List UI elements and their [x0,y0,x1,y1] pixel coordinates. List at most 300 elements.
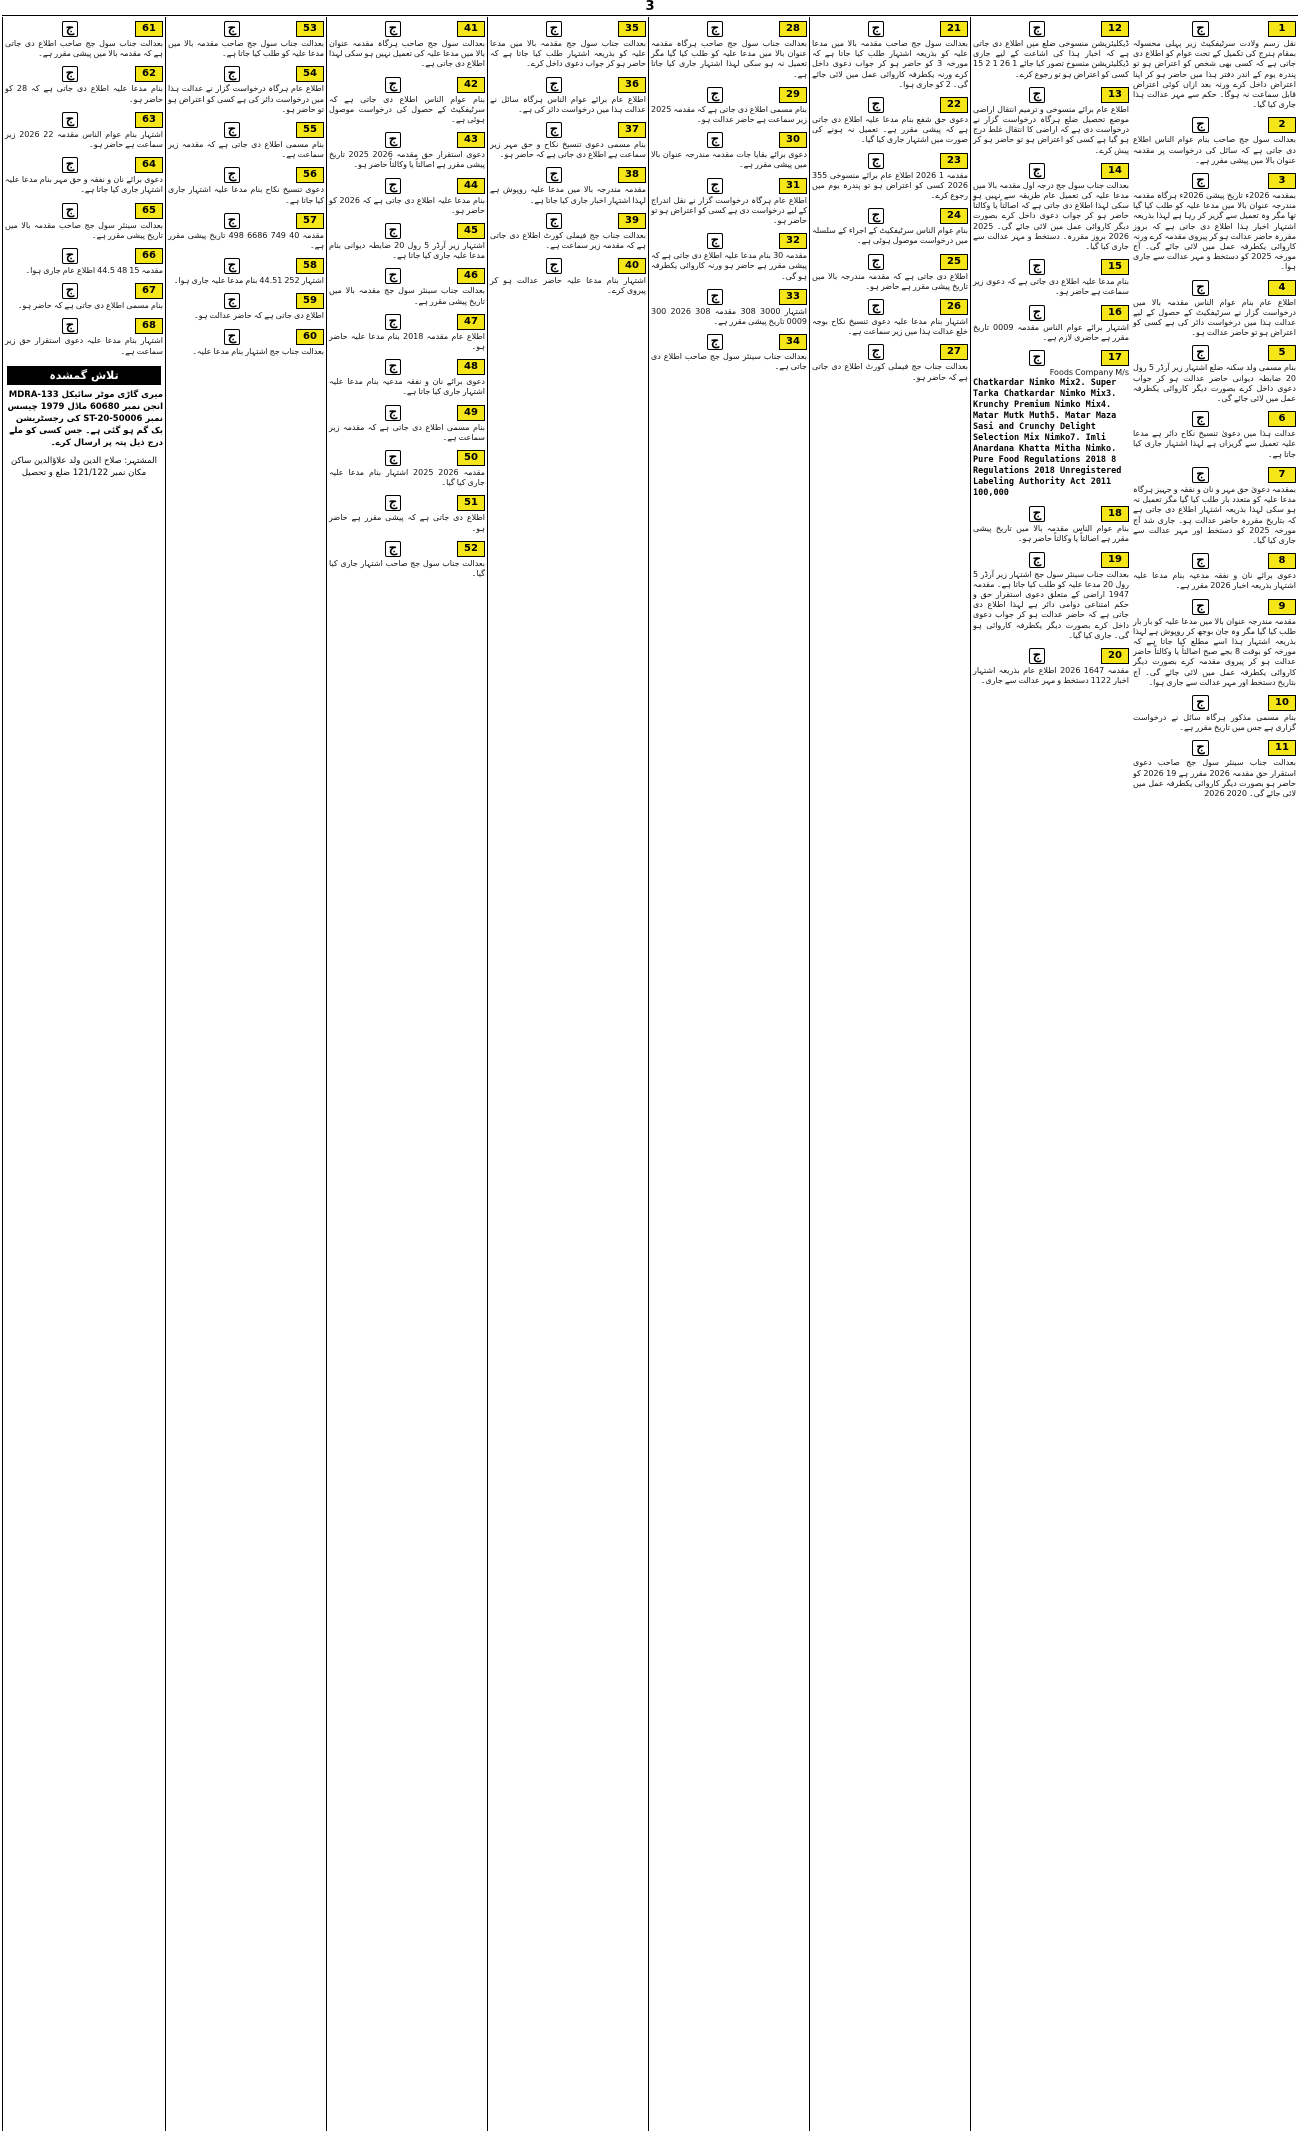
notice-marker: ج [224,293,240,309]
notice-text: اشتہار بنام عوام الناس مقدمہ 22 2026 زیر سماعت ہے حاضر ہو۔ [5,129,164,150]
notice [973,346,1129,502]
notice-marker: ج [62,283,78,299]
notice-text: بعدالت جناب سینئر سول جج صاحب اطلاع دی جاتی ہے۔ [651,352,807,372]
notice-marker: ج [868,299,884,315]
notice [973,159,1129,255]
notice-header [1133,280,1296,296]
top-rule [2,15,1298,16]
notice-number-badge: 30 [779,132,807,148]
notice-marker: ج [1192,740,1208,756]
notice-header [329,314,485,330]
notice [5,153,163,198]
notice [329,401,485,446]
notice [973,301,1129,346]
notice [329,355,485,400]
notice-header [1133,467,1296,483]
notice-text: دعوی برائے نان و نفقہ مدعیہ بنام مدعا علیہ اشتہار بذریعہ اخبار 2026 مقرر ہے۔ [1133,571,1296,591]
notice-number-badge: 56 [296,167,324,183]
notice-number-badge: 36 [618,77,646,93]
notice-header [1133,599,1296,615]
notice-text: بنام مسمی اطلاع دی جاتی ہے کہ مقدمہ 2025 زیر سماعت ہے حاضر عدالت ہو۔ [651,104,807,125]
notice [973,502,1129,547]
notice [329,446,485,491]
lost-notice-body: میری گاڑی موٹر سائیکل MDRA-133 انجن نمبر 60680 ماڈل 1979 چیسس نمبر ST-20-50006 کی رجسٹریشن بک گم ہو گئی ہے۔ جس کسی کو ملے درج ذیل پتہ پر ارسال کرے۔ [7,389,163,448]
notice-header [812,97,968,113]
notice-marker: ج [1192,599,1208,615]
notice-number-badge: 64 [135,157,163,173]
notice-number-badge: 1 [1268,21,1296,37]
notice-number-badge: 34 [779,334,807,350]
notice-header [5,318,163,334]
notice-header [651,87,807,103]
notice-text: بعدالت سول جج صاحب بنام عوام الناس اطلاع دی جاتی ہے کہ سائل کی درخواست پر مقدمہ عنوان بالا میں پیشی مقرر ہے۔ [1133,135,1296,165]
notice-header [5,248,163,264]
notice [168,118,324,163]
notice-header [973,305,1129,321]
notice-text: اشتہار 252 44.51 بنام مدعا علیہ جاری ہوا۔ [173,276,324,286]
notice-marker: ج [385,77,401,93]
notice-number-badge: 35 [618,21,646,37]
notice-marker: ج [1192,173,1208,189]
notice-header [812,344,968,360]
column-1 [1131,17,1298,2131]
notice-text: بعدالت سول جج صاحب ہرگاہ مقدمہ عنوان بالا میں مدعا علیہ کی تعمیل نہیں ہو سکی لہذا اطلاع دی جاتی ہے۔ [329,39,485,69]
notice-marker: ج [62,203,78,219]
notice [329,174,485,219]
notice-header [5,203,163,219]
notice-number-badge: 10 [1268,695,1296,711]
notice-text: بعدالت جناب سول جج مقدمہ بالا میں مدعا علیہ کو بذریعہ اشتہار طلب کیا جاتا ہے کہ حاضر ہو کر جواب دعوی داخل کرے۔ [490,39,646,69]
column-4 [648,17,809,2131]
notice-number-badge: 31 [779,178,807,194]
notice-text: اطلاع دی جاتی ہے کہ حاضر عدالت ہو۔ [194,311,324,321]
notice-marker: ج [1029,259,1045,275]
notice-text: دعوی برائے نان و نفقہ مدعیہ بنام مدعا علیہ اشتہار جاری کیا جاتا ہے۔ [329,377,485,397]
notice-marker: ج [1192,467,1208,483]
notice-text: دعوی تنسیخ نکاح بنام مدعا علیہ اشتہار جاری کیا جاتا ہے۔ [168,185,324,205]
notice-number-badge: 19 [1101,552,1129,568]
notice-text: دعوی برائے بقایا جات مقدمہ مندرجہ عنوان بالا میں پیشی مقرر ہے۔ [651,150,807,170]
lost-notice-signature: المشتہر: صلاح الدین ولد علاؤالدین ساکن مکان نمبر 121/122 ضلع و تحصیل [11,455,157,478]
notice-number-badge: 62 [135,66,163,82]
notice-text: Foods Company M/s [1049,368,1129,378]
notice-header [812,254,968,270]
notice-text: مقدمہ 1 2026 اطلاع عام برائے منسوخی 355 2026 کسی کو اعتراض ہو تو پندرہ یوم میں رجوع کرے۔ [812,170,969,201]
notice-number-badge: 22 [940,97,968,113]
notice-marker: ج [62,157,78,173]
notice-number-badge: 14 [1101,163,1129,179]
notice-header [651,21,807,37]
notice [1133,17,1296,113]
notice-marker: ج [868,97,884,113]
notice-header [973,21,1129,37]
notice [490,254,646,299]
notice-header [1133,411,1296,427]
notice-text: اشتہار بنام مدعا علیہ دعوی تنسیخ نکاح بوجہ خلع عدالت ہذا میں زیر سماعت ہے۔ [812,317,968,337]
notice-text: بعدالت جناب سول جج صاحب اطلاع دی جاتی ہے کہ مقدمہ بالا میں پیشی مقرر ہے۔ [5,39,163,59]
notice-header [329,21,485,37]
notice-number-badge: 52 [457,541,485,557]
notice-header [651,233,807,249]
notice-number-badge: 45 [457,223,485,239]
notice-text: بنام مسمی مذکور ہرگاہ سائل نے درخواست گزاری ہے جس میں تاریخ مقرر ہے۔ [1133,712,1296,733]
notice [812,17,968,93]
notice [651,83,807,128]
notice-text: اشتہار بنام مدعا علیہ حاضر عدالت ہو کر پیروی کرے۔ [490,276,646,296]
notice-number-badge: 57 [296,213,324,229]
notice-header [490,21,646,37]
notice-marker: ج [385,268,401,284]
notice [329,219,485,264]
notice-marker: ج [62,112,78,128]
notice-number-badge: 20 [1101,648,1129,664]
notice-text: بنام عوام الناس اطلاع دی جاتی ہے کہ سرٹیفکیٹ کے حصول کی درخواست موصول ہوئی ہے۔ [329,94,485,125]
notice-marker: ج [385,314,401,330]
notice [812,93,968,149]
notice-number-badge: 6 [1268,411,1296,427]
notice-number-badge: 39 [618,213,646,229]
notice-header [1133,740,1296,756]
notice-number-badge: 49 [457,405,485,421]
notice-number-badge: 27 [940,344,968,360]
notice [168,163,324,208]
notice [5,244,163,279]
notice-header [5,112,163,128]
notice-marker: ج [1192,345,1208,361]
notice-number-badge: 15 [1101,259,1129,275]
notice-text: دعوی استقرار حق مقدمہ 2026 2025 تاریخ پیشی مقرر ہے اصالتاً یا وکالتاً حاضر ہو۔ [329,150,485,170]
notice-text: بعدالت جناب سینئر سول جج صاحب دعوی استقرار حق مقدمہ 2026 مقرر ہے 19 2026 کو حاضر ہو بصورت دیگر کاروائی یکطرفہ عمل میں لائی جائے گی۔ 2020 2026 [1133,758,1297,798]
notice-header [973,648,1129,664]
notice-text: مقدمہ 2026 2025 اشتہار بنام مدعا علیہ جاری کیا گیا۔ [329,468,486,488]
notice-marker: ج [546,122,562,138]
notice-header [812,208,968,224]
notice-marker: ج [385,359,401,375]
notice-marker: ج [868,208,884,224]
notice-number-badge: 5 [1268,345,1296,361]
notice-text: بنام مسمی اطلاع دی جاتی ہے کہ مقدمہ زیر سماعت ہے۔ [168,140,324,160]
notice-text: دعوی برائے نان و نفقہ و حق مہر بنام مدعا علیہ اشتہار جاری کیا جاتا ہے۔ [5,175,163,195]
notice [5,108,163,153]
notice-number-badge: 21 [940,21,968,37]
notice-number-badge: 12 [1101,21,1129,37]
notice-marker: ج [707,21,723,37]
notice-marker: ج [707,87,723,103]
notice-number-badge: 47 [457,314,485,330]
notice-header [168,258,324,274]
notice-number-badge: 38 [618,167,646,183]
notice-text: بنام مدعا علیہ اطلاع دی جاتی ہے کہ 28 کو حاضر ہو۔ [5,84,164,104]
notice-number-badge: 2 [1268,117,1296,133]
notice-header [651,334,807,350]
notice [1133,736,1296,802]
notice-text: مقدمہ 15 48 44.5 اطلاع عام جاری ہوا۔ [25,266,163,276]
notice [1133,549,1296,594]
notice-number-badge: 67 [135,283,163,299]
notice [168,62,324,118]
notice-marker: ج [385,495,401,511]
notice-number-badge: 41 [457,21,485,37]
notice [329,310,485,355]
notice [329,537,485,582]
notice-marker: ج [546,77,562,93]
notice-text: بنام مسمی اطلاع دی جاتی ہے کہ مقدمہ زیر سماعت ہے۔ [329,422,485,442]
notice-number-badge: 48 [457,359,485,375]
notice-header [329,495,485,511]
notice-text: ڈیکلیئریشن منسوخی ضلع میں اطلاع دی جاتی ہے کہ اخبار ہذا کی اشاعت کے لیے جاری ڈیکلیئریشن منسوخ تصور کیا جائے 1 26 1 2 15 کسی کو اعتراض ہو تو رجوع کرے۔ [973,39,1129,79]
notice-header [1133,117,1296,133]
notice-text: بنام مسمی دعوی تنسیخ نکاح و حق مہر زیر سماعت ہے اطلاع دی جاتی ہے کہ حاضر ہو۔ [490,140,646,160]
notice-text: اطلاع عام برائے عوام الناس ہرگاہ سائل نے عدالت ہذا میں درخواست دائر کی ہے۔ [490,94,646,114]
notice [490,209,646,254]
notice-number-badge: 66 [135,248,163,264]
notice [812,250,968,295]
notice-text: بعدالت جناب سول جج صاحب ہرگاہ مقدمہ عنوان بالا میں مدعا علیہ کو طلب کیا گیا مگر تعمیل نہ ہو سکی لہذا اشتہار جاری کیا جاتا ہے۔ [651,39,807,79]
notice-text: بعدالت جناب جج فیملی کورٹ اطلاع دی جاتی ہے کہ حاضر ہو۔ [812,362,968,382]
notice-header [329,359,485,375]
notice [973,644,1129,689]
notice-header [329,77,485,93]
notice-text: بعدالت جناب جج اشتہار بنام مدعا علیہ۔ [192,346,324,356]
notice-header [973,259,1129,275]
notice [5,62,163,107]
notice-text: بنام عوام الناس سرٹیفکیٹ کے اجراء کے سلسلہ میں درخواست موصول ہوئی ہے۔ [812,226,968,246]
notice [1133,595,1296,691]
notice-text: اطلاع عام مقدمہ 2018 بنام مدعا علیہ حاضر ہو۔ [329,331,486,352]
notice-number-badge: 13 [1101,87,1129,103]
notice-header [329,405,485,421]
notice-header [5,157,163,173]
notice-text: اطلاع عام برائے منسوخی و ترمیم انتقال اراضی موضع تحصیل ضلع ہرگاہ درخواست گزار نے درخواست دی ہے کہ اراضی کا انتقال غلط درج ہو گیا ہے کسی کو اعتراض ہو تو حاضر ہو کر پیش کرے۔ [973,104,1129,155]
notice-number-badge: 37 [618,122,646,138]
notice-marker: ج [1192,21,1208,37]
notice-marker: ج [1192,280,1208,296]
notice-text: نقل رسم ولادت سرٹیفکیٹ زیر پہلی محسولہ بمقام ہنرج کی تکمیل کے تحت عوام کو اطلاع دی جاتی ہے کہ کسی بھی شخص کو اعتراض ہو تو پندرہ یوم کے اندر دفتر ہذا میں حاضر ہو کر اپنا اعتراض داخل کرے ورنہ بعد ازاں کوئی اعتراض قابل سماعت نہ ہوگا۔ حکم سے مہر عدالت ہذا جاری کیا گیا۔ [1133,39,1296,110]
notice [329,128,485,173]
notice [329,491,485,536]
notice-number-badge: 32 [779,233,807,249]
notice [5,199,163,244]
notice-number-badge: 3 [1268,173,1296,189]
notice-marker: ج [385,178,401,194]
notice-text: مقدمہ 1647 2026 اطلاع عام بذریعہ اشتہار اخبار 1122 دستخط و مہر عدالت سے جاری۔ [973,666,1130,686]
notice [651,174,807,230]
notice-marker: ج [224,167,240,183]
notice-header [329,450,485,466]
notice [168,209,324,254]
notice-text: اطلاع عام ہرگاہ درخواست گزار نے نقل اندراج کے لیے درخواست دی ہے کسی کو اعتراض ہو تو حاضر ہو۔ [651,195,807,226]
notice-number-badge: 8 [1268,553,1296,569]
notice [1133,407,1296,463]
notice-number-badge: 11 [1268,740,1296,756]
notice-text: بنام مسمی ولد سکنہ ضلع اشتہار زیر آرڈر 5 رول 20 ضابطہ دیوانی حاضر عدالت ہو کر جواب دعوی داخل کرے بصورت دیگر کاروائی یکطرفہ عمل میں لائی جائے گی۔ [1133,363,1296,404]
notice-marker: ج [224,329,240,345]
notice-header [490,258,646,274]
notice-marker: ج [546,213,562,229]
notice-header [1133,695,1296,711]
notice-text: بعدالت سول جج صاحب مقدمہ بالا میں مدعا علیہ کو بذریعہ اشتہار طلب کیا جاتا ہے کہ مورخہ 3 کو حاضر ہو کر جواب دعوی داخل کرے ورنہ یکطرفہ کاروائی عمل میں لائی جائے گی۔ 2 کو جاری ہوا۔ [812,39,968,89]
notice-number-badge: 7 [1268,467,1296,483]
notice [812,149,968,205]
notice-marker: ج [1192,411,1208,427]
notice-number-badge: 24 [940,208,968,224]
notice [329,17,485,73]
notice-header [973,350,1129,366]
notice-marker: ج [707,132,723,148]
notice [1133,169,1296,276]
notice-marker: ج [385,541,401,557]
notice-header [168,213,324,229]
notice-header [1133,173,1296,189]
notice [329,73,485,129]
notice-header [329,178,485,194]
product-list: Chatkardar Nimko Mix2. Super Tarka Chatkardar Nimko Mix3. Krunchy Premium Nimko Mix4. Matar Mutk Muth5. Matar Maza Sasi and Crunchy Delight Selection Mix Nimko7. Imli Anardana Khatta Mitha Nimko. Pure Food Regulations 2018 8 Regulations 2018 Unregistered Labeling Authority Act 2011 100,000 [973,378,1122,499]
notice-number-badge: 61 [135,21,163,37]
notice-marker: ج [62,66,78,82]
notice-marker: ج [224,122,240,138]
notice-marker: ج [1029,350,1045,366]
column-8 [2,17,165,2131]
notice-text: بنام مدعا علیہ اطلاع دی جاتی ہے کہ دعوی زیر سماعت ہے حاضر ہو۔ [973,277,1129,297]
notice-text: بعدالت جناب سول جج صاحب مقدمہ بالا میں مدعا علیہ کو طلب کیا جاتا ہے۔ [168,39,324,59]
notice-header [973,87,1129,103]
notice-text: مقدمہ 30 بنام مدعا علیہ اطلاع دی جاتی ہے کہ پیشی مقرر ہے حاضر ہو ورنہ کاروائی یکطرفہ ہو گی۔ [651,251,808,281]
notice-text: اطلاع دی جاتی ہے کہ پیشی مقرر ہے حاضر ہو۔ [329,513,485,533]
notice-header [5,66,163,82]
notice-number-badge: 63 [135,112,163,128]
notice-header [490,122,646,138]
notice-header [651,289,807,305]
notice [168,289,324,324]
notice-header [168,21,324,37]
notice-text: اشتہار زیر آرڈر 5 رول 20 ضابطہ دیوانی بنام مدعا علیہ جاری کیا جاتا ہے۔ [329,241,486,261]
notice-text: مقدمہ مندرجہ عنوان بالا میں مدعا علیہ کو بار بار طلب کیا گیا مگر وہ جان بوجھ کر روپوش ہے لہذا بذریعہ اشتہار ہذا اسے مطلع کیا جاتا ہے کہ مورخہ کو بوقت 8 بجے صبح اصالتاً یا وکالتاً حاضر عدالت ہو کر پیروی مقدمہ کرے بصورت دیگر کاروائی یکطرفہ عمل میں لائی جائے گی۔ آج بتاریخ دستخط اور مہر عدالت سے جاری ہوا۔ [1133,616,1296,687]
notice [973,548,1129,644]
notice-marker: ج [62,318,78,334]
notice [1133,276,1296,342]
notice-header [812,153,968,169]
notice-header [973,506,1129,522]
notice-text: بعدالت جناب جج فیملی کورٹ اطلاع دی جاتی ہے کہ مقدمہ زیر سماعت ہے۔ [490,230,646,251]
notice-text: دعوی حق شفع بنام مدعا علیہ اطلاع دی جاتی ہے کہ پیشی مقرر ہے۔ تعمیل نہ ہونے کی صورت میں اشتہار جاری کیا گیا۔ [812,115,968,145]
notice-marker: ج [224,258,240,274]
notice-marker: ج [1029,87,1045,103]
notice-marker: ج [1192,695,1208,711]
notice-header [5,21,163,37]
notice-number-badge: 23 [940,153,968,169]
lost-notice-title: تلاش گمشدہ [7,366,161,385]
notice-text: اشتہار برائے عوام الناس مقدمہ 0009 تاریخ مقرر ہے حاضری لازم ہے۔ [973,322,1129,342]
notice-header [1133,553,1296,569]
notice [1133,341,1296,407]
notice-marker: ج [1192,117,1208,133]
notice-number-badge: 25 [940,254,968,270]
notice-text: عدالت ہذا میں دعویٰ تنسیخ نکاح دائر ہے مدعا علیہ تعمیل سے گریزاں ہے لہذا اشتہار جاری کیا جاتا ہے۔ [1133,429,1296,459]
notice-header [168,66,324,82]
notice-number-badge: 26 [940,299,968,315]
notice [168,254,324,289]
notice-marker: ج [1029,552,1045,568]
notice-header [168,167,324,183]
notice-text: بنام مدعا علیہ اطلاع دی جاتی ہے کہ 2026 کو حاضر ہو۔ [329,195,486,215]
notice [5,17,163,62]
notice-header [168,329,324,345]
notice-header [168,293,324,309]
notice-text: اشتہار بنام مدعا علیہ دعوی استقرار حق زیر سماعت ہے۔ [5,336,163,356]
notice [812,340,968,385]
notice-number-badge: 44 [457,178,485,194]
notice-number-badge: 33 [779,289,807,305]
notice-marker: ج [868,254,884,270]
notice-marker: ج [1029,506,1045,522]
notice-header [329,268,485,284]
notice-text: بعدالت جناب سول جج صاحب اشتہار جاری کیا گیا۔ [329,558,485,579]
notice-text: مقدمہ 40 749 6686 498 تاریخ پیشی مقرر ہے۔ [168,230,324,251]
notice-number-badge: 16 [1101,305,1129,321]
notice-text: بعدالت جناب سینئر سول جج اشتہار زیر آرڈر 5 رول 20 مدعا علیہ کو طلب کیا جاتا ہے۔ مقدمہ 1947 اراضی کے متعلق دعوی استقرار حق و حکم امتناعی دوامی دائر ہے لہذا اطلاع دی جاتی ہے کہ حاضر عدالت ہو کر جواب دعوی داخل کرے بصورت دیگر یکطرفہ کاروائی ہو گی۔ جاری کیا گیا۔ [973,569,1129,640]
notice [651,285,807,330]
notice-marker: ج [707,233,723,249]
notice-marker: ج [707,334,723,350]
notice-header [651,132,807,148]
notice-marker: ج [1029,21,1045,37]
notice [490,163,646,208]
notice-text: اشتہار 3000 308 مقدمہ 308 2026 300 0009 تاریخ پیشی مقرر ہے۔ [651,306,807,327]
notice [168,17,324,62]
notice [490,73,646,118]
notice-text: اطلاع دی جاتی ہے کہ مقدمہ مندرجہ بالا میں تاریخ پیشی مقرر ہے حاضر ہو۔ [812,271,968,291]
notice-marker: ج [385,450,401,466]
notice-text: مقدمہ مندرجہ بالا میں مدعا علیہ روپوش ہے لہذا اشتہار اخبار جاری کیا جاتا ہے۔ [490,185,646,205]
notice [490,118,646,163]
notice [973,83,1129,159]
page-number: 3 [645,0,655,14]
notice-marker: ج [224,66,240,82]
notice-text: بعدالت سینئر سول جج صاحب مقدمہ بالا میں تاریخ پیشی مقرر ہے۔ [5,220,163,240]
notice-text: بعدالت جناب سینئر سول جج مقدمہ بالا میں تاریخ پیشی مقرر ہے۔ [329,286,485,306]
notice-marker: ج [385,223,401,239]
notice [973,17,1129,83]
notice-marker: ج [868,344,884,360]
notice-marker: ج [546,21,562,37]
notice-header [973,163,1129,179]
notice-header [812,299,968,315]
notice-header [490,213,646,229]
notice-number-badge: 53 [296,21,324,37]
notice-marker: ج [707,289,723,305]
notice-text: بمقدمہ 2026ء تاریخ پیشی 2026ء ہرگاہ مقدمہ مندرجہ عنوان بالا میں مدعا علیہ کو طلب کیا گیا تھا مگر وہ تعمیل سے گریز کر رہا ہے لہذا بذریعہ اشتہار اخبار ہذا اطلاع دی جاتی ہے کہ بروز مقررہ حاضر عدالت ہو کر پیروی مقدمہ کرے ورنہ کاروائی یکطرفہ عمل میں لائی جائے گی۔ آج مورخہ 2025 کو دستخط و مہر عدالت سے جاری ہوا۔ [1133,191,1296,272]
notice [651,128,807,173]
notice [651,229,807,285]
notice-number-badge: 50 [457,450,485,466]
notice-marker: ج [707,178,723,194]
notice-number-badge: 54 [296,66,324,82]
notice-number-badge: 9 [1268,599,1296,615]
notice-header [329,132,485,148]
notice-number-badge: 42 [457,77,485,93]
column-5 [487,17,648,2131]
notice-number-badge: 59 [296,293,324,309]
notice-number-badge: 58 [296,258,324,274]
notice-number-badge: 46 [457,268,485,284]
notice [973,255,1129,300]
notice-number-badge: 60 [296,329,324,345]
notice-header [329,223,485,239]
notice-marker: ج [385,132,401,148]
notice-header [329,541,485,557]
column-7 [165,17,326,2131]
notice [329,264,485,309]
